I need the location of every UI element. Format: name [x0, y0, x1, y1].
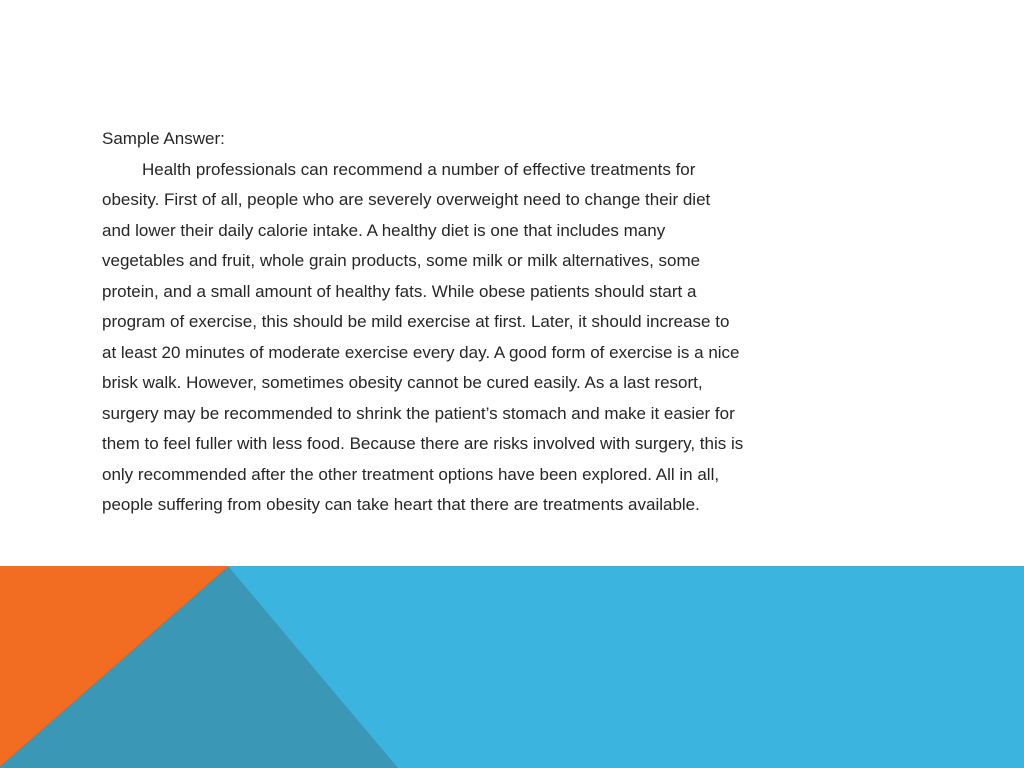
paragraph-line-8: brisk walk. However, sometimes obesity cannot be cured easily. As a last resort,	[102, 373, 703, 392]
paragraph-line-4: vegetables and fruit, whole grain products, some milk or milk alternatives, some	[102, 251, 701, 270]
paragraph-line-5: protein, and a small amount of healthy fats. While obese patients should start a	[102, 281, 697, 301]
paragraph-line-2: obesity. First of all, people who are severely overweight need to change their diet	[102, 190, 711, 209]
decorative-footer-band	[0, 566, 1024, 768]
paragraph-line-12: people suffering from obesity can take heart that there are treatments available.	[102, 495, 700, 514]
paragraph-line-6: program of exercise, this should be mild exercise at first. Later, it should increase to	[102, 312, 730, 331]
paragraph-line-1: Health professionals can recommend a number of effective treatments for	[142, 159, 696, 179]
paragraph-line-3: and lower their daily calorie intake. A healthy diet is one that includes many	[102, 220, 666, 240]
sample-answer-heading: Sample Answer:	[102, 129, 225, 148]
slide-body-text	[102, 124, 882, 521]
paragraph-line-9: surgery may be recommended to shrink the patient’s stomach and make it easier for	[102, 403, 735, 423]
paragraph-line-11: only recommended after the other treatment options have been explored. All in all,	[102, 464, 720, 484]
paragraph-line-10: them to feel fuller with less food. Because there are risks involved with surgery, this is	[102, 434, 744, 453]
footer-band-graphic	[0, 566, 1024, 768]
paragraph-line-7: at least 20 minutes of moderate exercise every day. A good form of exercise is a nice	[102, 342, 740, 362]
